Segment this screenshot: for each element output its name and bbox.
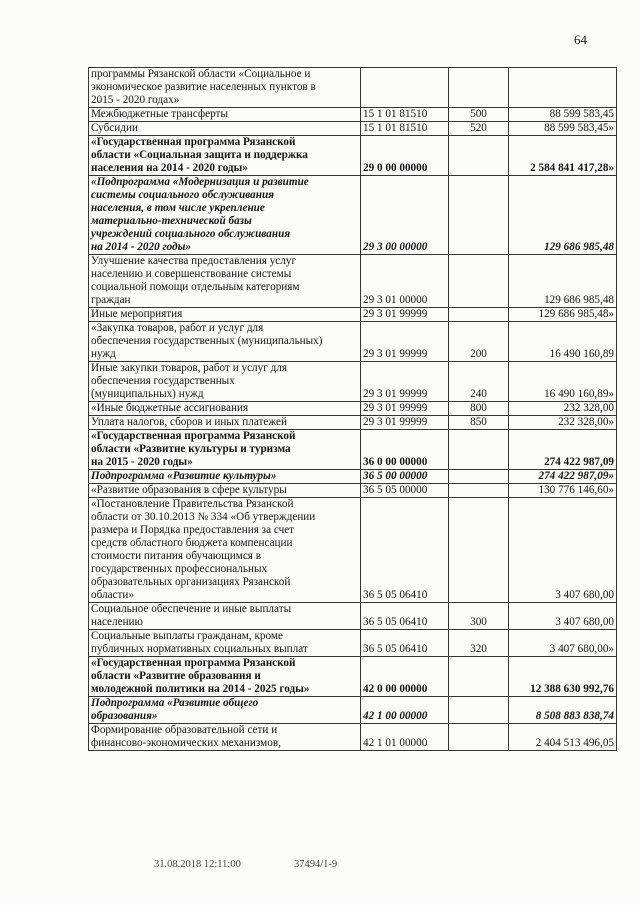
row-amount-cell: 88 599 583,45»	[509, 122, 617, 136]
row-name-line: экономическое развитие населенных пунктов в	[91, 81, 316, 93]
row-name-line: «Государственная программа Рязанской	[91, 657, 296, 669]
row-amount-cell: 16 490 160,89»	[509, 362, 617, 402]
row-name-line: государственных профессиональных	[91, 563, 268, 575]
row-name-line: Социальные выплаты гражданам, кроме	[91, 630, 283, 642]
table-row	[89, 657, 617, 697]
row-code-cell: 36 5 05 06410	[361, 498, 449, 603]
row-name-line: финансово-экономических механизмов,	[91, 737, 281, 749]
row-type-cell: 240	[449, 362, 509, 402]
row-type-cell: 320	[449, 630, 509, 657]
row-type-cell	[449, 68, 509, 108]
row-code-cell: 29 3 01 99999	[361, 308, 449, 322]
table-row	[89, 68, 617, 108]
row-name-line: Иные закупки товаров, работ и услуг для	[91, 362, 288, 374]
row-name-cell	[89, 724, 361, 751]
row-code-cell: 29 3 01 99999	[361, 322, 449, 362]
row-code-cell: 29 3 01 00000	[361, 255, 449, 308]
row-code-cell: 36 5 05 00000	[361, 484, 449, 498]
row-name-line: размера и Порядка предоставления за счет	[91, 524, 295, 536]
table-row	[89, 308, 617, 322]
row-name-line: населению и совершенствование системы	[91, 268, 292, 280]
row-name-line: молодежной политики на 2014 - 2025 годы»	[91, 683, 310, 695]
row-name-cell	[89, 697, 361, 724]
row-name-line: населению	[91, 616, 143, 628]
row-code-cell: 42 1 01 00000	[361, 724, 449, 751]
row-type-cell	[449, 176, 509, 255]
row-code-cell	[361, 68, 449, 108]
row-amount-cell: 274 422 987,09»	[509, 470, 617, 484]
row-type-cell: 800	[449, 402, 509, 416]
row-name-cell	[89, 122, 361, 136]
row-type-cell	[449, 136, 509, 176]
row-name-cell	[89, 498, 361, 603]
table-row	[89, 108, 617, 122]
row-type-cell: 500	[449, 108, 509, 122]
row-name-cell	[89, 402, 361, 416]
row-amount-cell: 88 599 583,45	[509, 108, 617, 122]
row-type-cell: 520	[449, 122, 509, 136]
row-name-line: Социальное обеспечение и иные выплаты	[91, 603, 292, 615]
row-name-line: 2015 - 2020 годах»	[91, 94, 180, 106]
row-name-line: «Иные бюджетные ассигнования	[91, 402, 249, 414]
row-name-line: населения, в том числе укрепление	[91, 202, 265, 214]
row-name-line: «Закупка товаров, работ и услуг для	[91, 322, 264, 334]
row-name-line: образовательных организациях Рязанской	[91, 576, 291, 588]
row-amount-cell: 274 422 987,09	[509, 430, 617, 470]
table-row	[89, 630, 617, 657]
row-type-cell	[449, 724, 509, 751]
table-row	[89, 724, 617, 751]
row-name-line: (муниципальных) нужд	[91, 388, 204, 400]
row-amount-cell: 2 404 513 496,05	[509, 724, 617, 751]
row-name-line: обеспечения государственных	[91, 375, 235, 387]
row-name-line: стоимости питания обучающимся в	[91, 550, 262, 562]
table-row	[89, 603, 617, 630]
row-type-cell	[449, 657, 509, 697]
row-type-cell	[449, 484, 509, 498]
table-row	[89, 416, 617, 430]
table-row	[89, 470, 617, 484]
row-code-cell: 36 0 00 00000	[361, 430, 449, 470]
row-type-cell	[449, 470, 509, 484]
row-code-cell: 36 5 05 06410	[361, 630, 449, 657]
row-name-line: «Развитие образования в сфере культуры	[91, 484, 287, 496]
row-name-cell	[89, 603, 361, 630]
row-name-line: Формирование образовательной сети и	[91, 724, 278, 736]
row-name-line: программы Рязанской области «Социальное и	[91, 68, 311, 80]
row-name-line: области «Социальная защита и поддержка	[91, 149, 308, 161]
row-name-cell	[89, 68, 361, 108]
row-name-line: «Подпрограмма «Модернизация и развитие	[91, 176, 309, 188]
row-amount-cell: 8 508 883 838,74	[509, 697, 617, 724]
row-code-cell: 15 1 01 81510	[361, 122, 449, 136]
row-type-cell	[449, 697, 509, 724]
row-amount-cell: 3 407 680,00	[509, 603, 617, 630]
row-code-cell: 29 3 01 99999	[361, 416, 449, 430]
row-type-cell: 200	[449, 322, 509, 362]
row-code-cell: 29 3 01 99999	[361, 362, 449, 402]
row-type-cell	[449, 430, 509, 470]
row-name-line: Подпрограмма «Развитие культуры»	[91, 470, 277, 482]
budget-table-body	[89, 68, 617, 751]
row-type-cell	[449, 255, 509, 308]
row-code-cell: 36 5 00 00000	[361, 470, 449, 484]
row-name-line: Уплата налогов, сборов и иных платежей	[91, 416, 287, 428]
row-name-line: области «Развитие образования и	[91, 670, 261, 682]
row-name-line: Иные мероприятия	[91, 308, 183, 320]
table-row	[89, 136, 617, 176]
page-number: 64	[574, 32, 587, 47]
row-name-line: «Государственная программа Рязанской	[91, 430, 296, 442]
row-name-cell	[89, 255, 361, 308]
row-amount-cell: 16 490 160,89	[509, 322, 617, 362]
row-name-line: «Постановление Правительства Рязанской	[91, 498, 294, 510]
row-name-line: Межбюджетные трансферты	[91, 108, 228, 120]
table-row	[89, 122, 617, 136]
row-amount-cell: 130 776 146,60»	[509, 484, 617, 498]
row-type-cell	[449, 308, 509, 322]
row-name-line: Субсидии	[91, 122, 138, 134]
row-name-cell	[89, 657, 361, 697]
row-code-cell: 29 3 01 99999	[361, 402, 449, 416]
row-amount-cell: 2 584 841 417,28»	[509, 136, 617, 176]
row-type-cell: 850	[449, 416, 509, 430]
row-name-line: на 2015 - 2020 годы»	[91, 456, 193, 468]
row-amount-cell: 3 407 680,00	[509, 498, 617, 603]
row-name-line: граждан	[91, 294, 131, 306]
table-row	[89, 255, 617, 308]
row-name-line: нужд	[91, 348, 116, 360]
table-row	[89, 176, 617, 255]
row-name-cell	[89, 322, 361, 362]
row-name-line: средств областного бюджета компенсации	[91, 537, 293, 549]
row-name-line: материально-технической базы	[91, 215, 252, 227]
row-amount-cell: 232 328,00»	[509, 416, 617, 430]
row-type-cell	[449, 498, 509, 603]
row-amount-cell: 129 686 985,48	[509, 176, 617, 255]
row-name-line: системы социального обслуживания	[91, 189, 274, 201]
table-row	[89, 322, 617, 362]
footer-date: 31.08.2018 12:11:00	[154, 859, 241, 870]
budget-table	[88, 67, 617, 751]
table-row	[89, 697, 617, 724]
table-row	[89, 402, 617, 416]
row-name-cell	[89, 430, 361, 470]
row-amount-cell: 129 686 985,48»	[509, 308, 617, 322]
row-name-line: Улучшение качества предоставления услуг	[91, 255, 297, 267]
row-name-cell	[89, 484, 361, 498]
row-name-line: области «Развитие культуры и туризма	[91, 443, 291, 455]
row-name-line: социальной помощи отдельным категориям	[91, 281, 300, 293]
row-amount-cell: 3 407 680,00»	[509, 630, 617, 657]
row-amount-cell: 232 328,00	[509, 402, 617, 416]
row-name-cell	[89, 308, 361, 322]
row-code-cell: 42 1 00 00000	[361, 697, 449, 724]
row-name-line: области от 30.10.2013 № 334 «Об утверждении	[91, 511, 316, 523]
row-name-line: образования»	[91, 710, 158, 722]
row-name-line: на 2014 - 2020 годы»	[91, 241, 191, 253]
row-code-cell: 42 0 00 00000	[361, 657, 449, 697]
row-name-line: публичных нормативных социальных выплат	[91, 643, 308, 655]
row-name-line: обеспечения государственных (муниципальных)	[91, 335, 323, 347]
row-name-line: области»	[91, 589, 134, 601]
row-name-line: учреждений социального обслуживания	[91, 228, 291, 240]
row-code-cell: 36 5 05 06410	[361, 603, 449, 630]
row-name-line: Подпрограмма «Развитие общего	[91, 697, 259, 709]
table-row	[89, 362, 617, 402]
row-name-cell	[89, 176, 361, 255]
row-name-cell	[89, 630, 361, 657]
row-name-line: «Государственная программа Рязанской	[91, 136, 296, 148]
row-amount-cell: 129 686 985,48	[509, 255, 617, 308]
row-name-cell	[89, 136, 361, 176]
row-name-cell	[89, 416, 361, 430]
row-name-cell	[89, 108, 361, 122]
row-name-cell	[89, 362, 361, 402]
row-amount-cell: 12 388 630 992,76	[509, 657, 617, 697]
table-row	[89, 430, 617, 470]
row-type-cell: 300	[449, 603, 509, 630]
row-name-cell	[89, 470, 361, 484]
row-code-cell: 29 0 00 00000	[361, 136, 449, 176]
table-row	[89, 484, 617, 498]
row-code-cell: 29 3 00 00000	[361, 176, 449, 255]
row-name-line: населения на 2014 - 2020 годы»	[91, 162, 248, 174]
footer-doc-code: 37494/1-9	[294, 859, 338, 870]
row-amount-cell	[509, 68, 617, 108]
row-code-cell: 15 1 01 81510	[361, 108, 449, 122]
table-row	[89, 498, 617, 603]
